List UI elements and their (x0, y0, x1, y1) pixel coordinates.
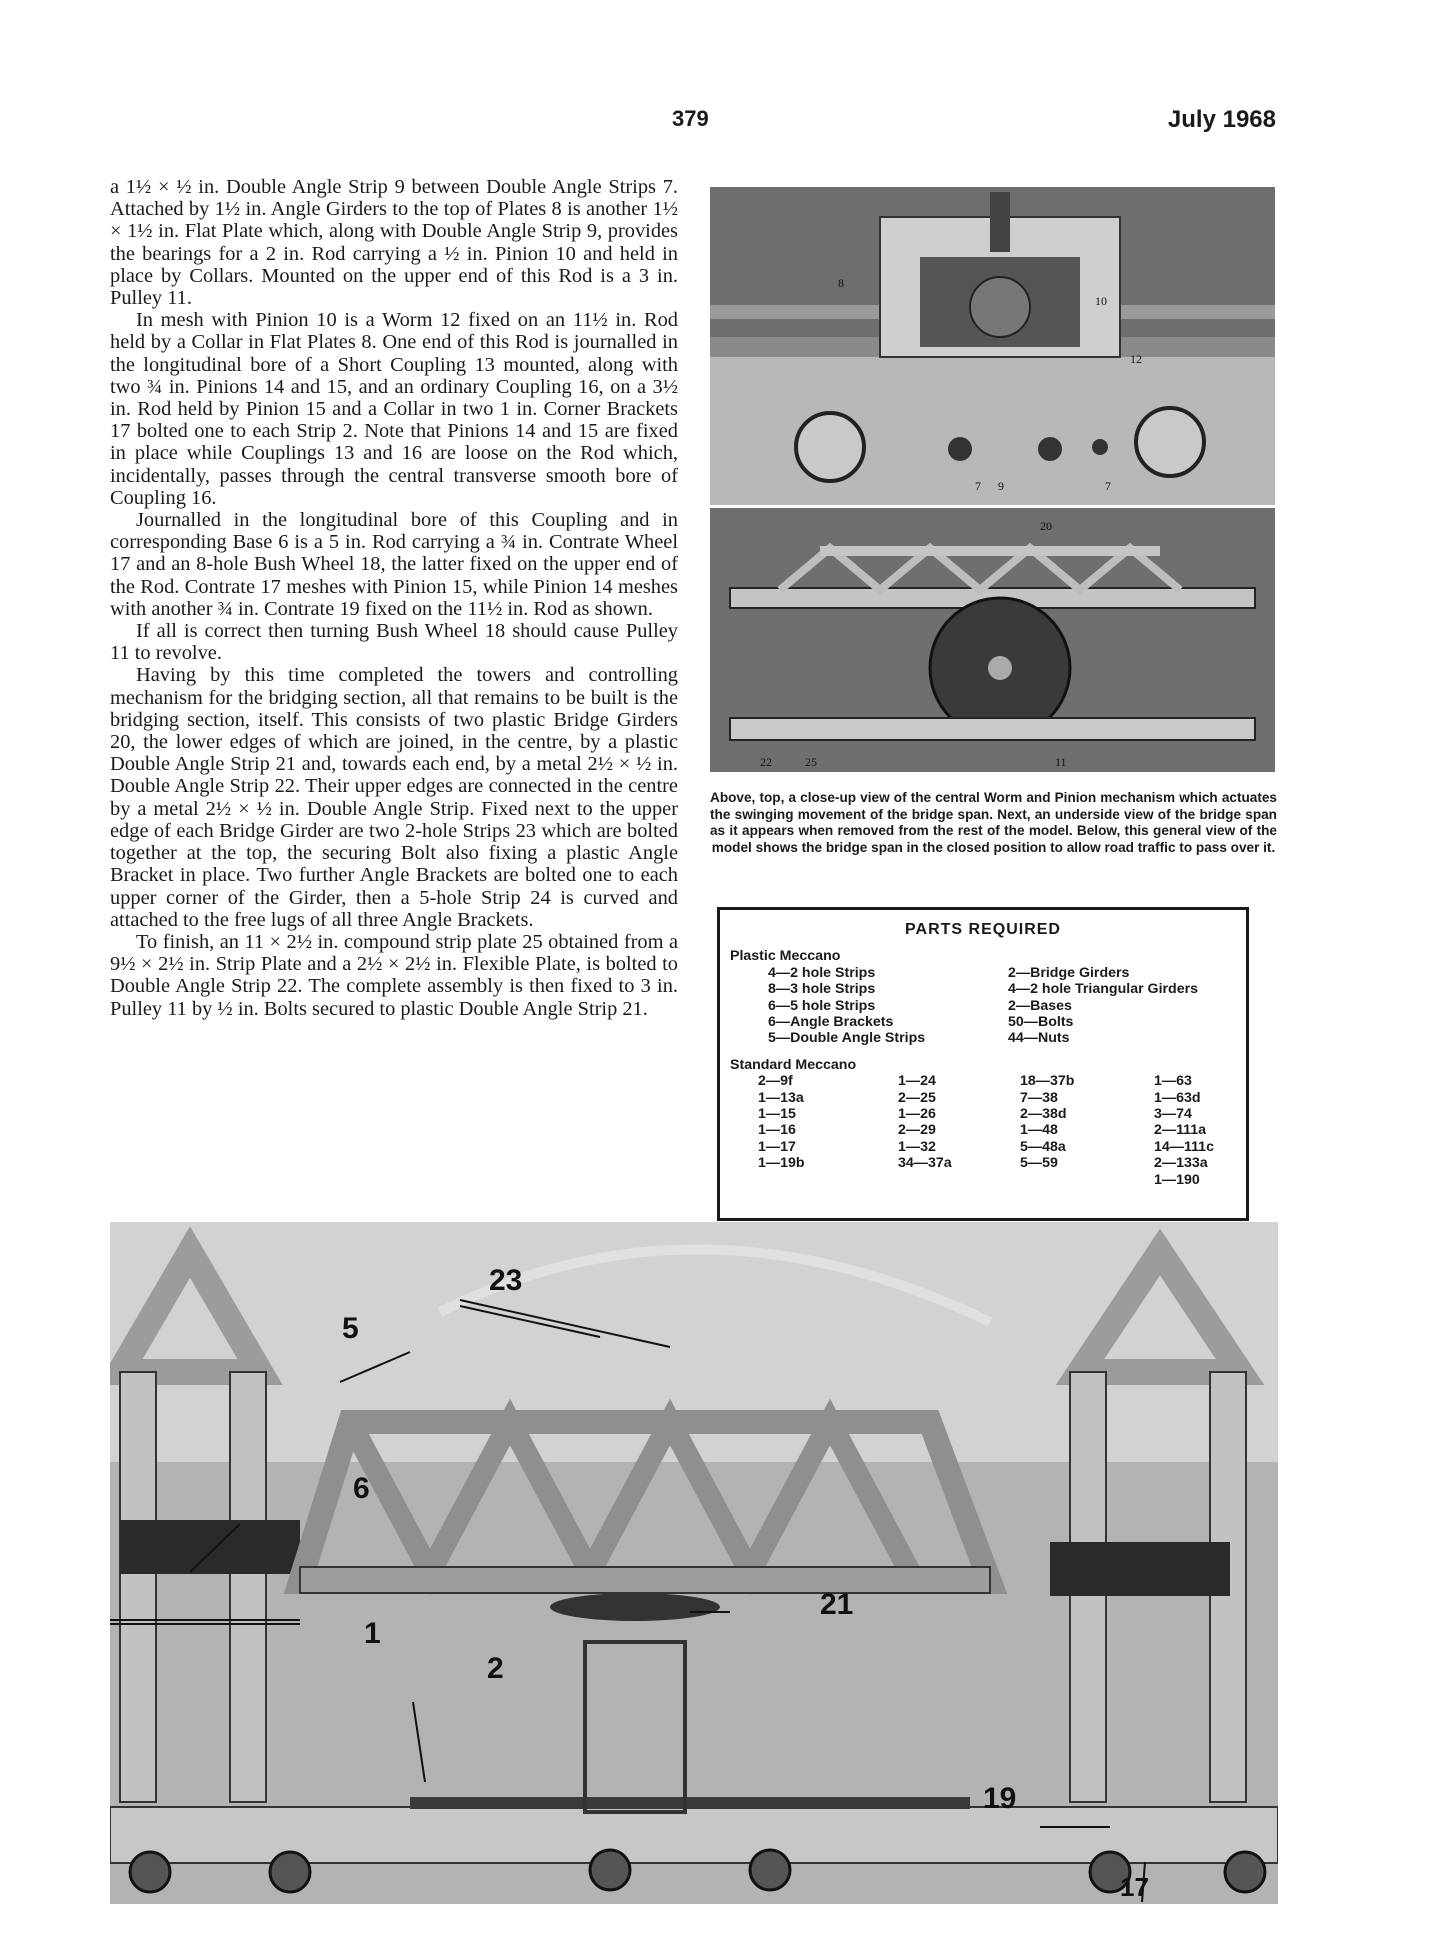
part-item: 1—32 (898, 1138, 936, 1155)
part-item: 1—19b (758, 1155, 805, 1172)
page-number: 379 (672, 106, 709, 131)
part-item: 7—38 (1020, 1089, 1058, 1106)
part-item: 14—111c (1154, 1138, 1214, 1155)
article-paragraph: In mesh with Pinion 10 is a Worm 12 fixed on an 11½ in. Rod held by a Collar in Flat Plates 8. One end of this Rod is journalled in the longitudinal bore of a Short Coupling 13 mounted, along with two ¾ in. Pinions 14 and 15, and an ordinary Coupling 16, on a 3½ in. Rod held by Pinion 15 and a Collar in two 1 in. Corner Brackets 17 bolted one to each Strip 2. Note that Pinions 14 and 15 are fixed in place while Couplings 13 and 16 are loose on the Rod which, incidentally, passes through the central transverse smooth bore of Coupling 16. (110, 309, 678, 509)
callout-label: 6 (353, 1472, 370, 1505)
part-item (890, 1172, 1012, 1188)
article-paragraph: To finish, an 11 × 2½ in. compound strip plate 25 obtained from a 9½ × 2½ in. Strip Plate and a 2½ × 2½ in. Flexible Plate, is bolted to Double Angle Strip 22. The complete assembly is then fixed to 3 in. Pulley 11 by ½ in. Bolts secured to plastic Double Angle Strip 21. (110, 930, 678, 1020)
callout-label: 1 (364, 1617, 381, 1650)
plastic-heading: Plastic Meccano (730, 948, 841, 965)
article-paragraph: If all is correct then turning Bush Wheel 18 should cause Pulley 11 to revolve. (110, 620, 678, 665)
part-item: 8—3 hole Strips (768, 981, 876, 998)
part-item: 18—37b (1020, 1073, 1075, 1090)
article-paragraph: a 1½ × ½ in. Double Angle Strip 9 between Double Angle Strips 7. Attached by 1½ in. Angle Girders to the top of Plates 8 is another 1½ × 1½ in. Flat Plate which, along with Double Angle Strip 9, provides the bearings for a 2 in. Rod carrying a ½ in. Pinion 10 and held in place by Collars. Mounted on the upper end of this Rod is a 3 in. Pulley 11. (110, 176, 678, 310)
article-paragraph: Having by this time completed the towers and controlling mechanism for the bridging section, all that remains to be built is the bridging section, itself. This consists of two plastic Bridge Girders 20, the lower edges of which are joined, in the centre, by a plastic Double Angle Strip 21 and, towards each end, by a metal 2½ × ½ in. Double Angle Strip 22. Their upper edges are connected in the centre by a metal 2½ × ½ in. Double Angle Strip. Fixed next to the upper edge of each Bridge Girder are two 2-hole Strips 23 which are bolted together at the top, the securing Bolt also fixing a plastic Angle Bracket in place. Two further Angle Brackets are bolted one to each upper corner of the Girder, then a 5-hole Strip 24 is curved and attached to the free lugs of all three Angle Brackets. (110, 664, 678, 931)
part-item: 1—26 (898, 1106, 936, 1123)
parts-title: PARTS REQUIRED (905, 921, 1061, 938)
callout-label: 23 (489, 1264, 523, 1297)
plastic-parts-list (768, 965, 1246, 1047)
photo-label: 10 (1095, 294, 1107, 308)
issue-date: July 1968 (1167, 106, 1276, 133)
standard-parts-list (750, 1073, 1246, 1188)
callout-label: 2 (487, 1652, 504, 1685)
part-item: 2—38d (1020, 1106, 1067, 1123)
part-item: 5—48a (1020, 1138, 1066, 1155)
photo-caption: Above, top, a close-up view of the central Worm and Pinion mechanism which actuates the swinging movement of the bridge span. Next, an underside view of the bridge span as it appears when removed from the rest of the model. Below, this general view of the model shows the bridge span in the closed position to allow road traffic to pass over it. (710, 790, 1277, 855)
callout-label: 5 (342, 1312, 359, 1345)
part-item: 44—Nuts (1008, 1030, 1070, 1047)
photo-label: 20 (1040, 519, 1052, 533)
part-item: 1—17 (758, 1138, 796, 1155)
article-body (110, 176, 678, 1020)
callout-label: 21 (820, 1588, 854, 1621)
article-paragraph: Journalled in the longitudinal bore of this Coupling and in corresponding Base 6 is a 5 in. Rod carrying a ¾ in. Contrate Wheel 17 and an 8-hole Bush Wheel 18, the latter fixed on the upper end of the Rod. Contrate 17 meshes with Pinion 15, while Pinion 14 meshes with another ¾ in. Contrate 19 fixed on the 11½ in. Rod as shown. (110, 509, 678, 620)
photo-label: 9 (998, 479, 1004, 493)
part-item (750, 1172, 890, 1188)
part-item: 2—9f (758, 1073, 793, 1090)
photo-label: 7 (1105, 479, 1111, 493)
part-item: 2—111a (1154, 1122, 1207, 1139)
standard-heading: Standard Meccano (730, 1056, 857, 1073)
part-item: 34—37a (898, 1155, 952, 1172)
part-item: 6—5 hole Strips (768, 997, 876, 1014)
part-item: 2—29 (898, 1122, 936, 1139)
part-item (1012, 1172, 1146, 1188)
callout-label: 17 (1120, 1872, 1149, 1902)
part-item: 1—13a (758, 1089, 804, 1106)
part-item: 5—59 (1020, 1155, 1058, 1172)
bridge-span-underside-photo (710, 508, 1275, 772)
part-item: 2—Bridge Girders (1008, 964, 1130, 981)
photo-label: 25 (805, 755, 817, 769)
part-item: 2—25 (898, 1089, 936, 1106)
part-item: 3—74 (1154, 1106, 1192, 1123)
part-item: 50—Bolts (1008, 1014, 1074, 1031)
part-item: 6—Angle Brackets (768, 1014, 894, 1031)
part-item: 1—15 (758, 1106, 796, 1123)
part-item: 2—133a (1154, 1155, 1208, 1172)
part-item: 2—Bases (1008, 997, 1072, 1014)
photo-label: 7 (975, 479, 981, 493)
photo-label: 11 (1055, 755, 1067, 769)
part-item: 4—2 hole Strips (768, 964, 876, 981)
part-item: 1—48 (1020, 1122, 1058, 1139)
part-item: 1—63d (1154, 1089, 1201, 1106)
photo-label: 22 (760, 755, 772, 769)
photo-label: 12 (1130, 352, 1142, 366)
part-item: 5—Double Angle Strips (768, 1030, 926, 1047)
photo-label: 8 (838, 276, 844, 290)
part-item: 1—24 (898, 1073, 936, 1090)
part-item: 1—16 (758, 1122, 796, 1139)
part-item: 4—2 hole Triangular Girders (1008, 981, 1199, 998)
part-item: 1—63 (1154, 1073, 1192, 1090)
bridge-model-photo (110, 1222, 1278, 1904)
callout-label: 19 (983, 1782, 1017, 1815)
parts-required-box (717, 907, 1249, 1221)
part-item: 1—190 (1154, 1171, 1200, 1188)
worm-mechanism-photo (710, 187, 1275, 505)
